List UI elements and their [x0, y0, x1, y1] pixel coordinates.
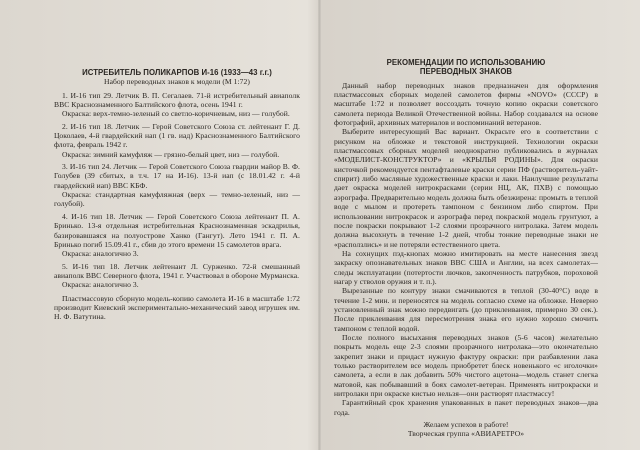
- wish-line: Желаем успехов в работе!: [423, 420, 509, 430]
- left-column: [54, 68, 300, 322]
- manufacturer-note: Пластмассовую сборную модель-копию самолета И-16 в масштабе 1:72 производит Киевский экспериментально-механический завод игрушек им. Н. Ф. Ватутина.: [54, 293, 300, 322]
- variant-1-paint: Окраска: верх-темно-зеленый со светло-коричневым, низ — голубой.: [62, 109, 290, 119]
- right-title-line1: РЕКОМЕНДАЦИИ ПО ИСПОЛЬЗОВАНИЮ: [386, 58, 546, 67]
- variant-4: 4. И-16 тип 18. Летчик — Герой Советского Союза лейтенант П. А. Бринько. 13-я отдельная истребительная Краснознаменная эскадрилья, базировавшаяся на полуострове Ханко (Гангут). Лето 1941 г. П. А. Бринько погиб 15.09.41 г., сбив до этого времени 15 самолетов врага.: [54, 211, 300, 249]
- page-fold: [318, 0, 321, 450]
- variant-3: 3. И-16 тип 24. Летчик — Герой Советского Союза гвардии майор В. Ф. Голубев (39 сбитых, в т.ч. 17 на И-16). 13-й иап (с 18.01.42 г. 4-й гвардейский иап) ВВС КБФ.: [54, 162, 300, 190]
- left-title: ИСТРЕБИТЕЛЬ ПОЛИКАРПОВ И-16 (1933—43 г.г.): [82, 68, 272, 77]
- variant-5: 5. И-16 тип 18. Летчик лейтенант Л. Сурженко. 72-й смешанный авиаполк ВВС Северного флота, 1941 г. Участвовал в обороне Мурманска.: [54, 261, 300, 280]
- painting-paragraph: Выберите интересующий Вас вариант. Окрасьте его в соответствии с рисунком на обложке и текстовой инструкцией. Технологии окраски пластмассовых сборных моделей неоднократно публиковались в журналах «МОДЕЛИСТ-КОНСТРУКТОР» и «КРЫЛЬЯ РОДИНЫ». Для окраски кисточкой рекомендуется пентафталевые краски серии ПФ (растворитель-уайт-спирит) либо масляные художественные краски и лаки. Наилучшие результаты дает окраска моделей нитрокрасками (серии НЦ, АК, ПХВ) с помощью аэрографа. Предварительно модель должна быть обезжирена: промыть в теплой воде с мылом и протереть тампоном с бензином либо спиртом. При использовании нитрокрасок и аэрографа перед покраской модель грунтуют, а после покраски покрывают 1-2 слоями прозрачного нитролака. Затем модель должна высохнуть в течение 1-2 дней, чтобы тонкие переводные знаки не «расползлись» и не потеряли естественного цвета.: [334, 127, 598, 249]
- variant-4-paint: Окраска: аналогично 3.: [62, 249, 139, 259]
- right-title-line2: ПЕРЕВОДНЫХ ЗНАКОВ: [419, 67, 513, 77]
- variant-2: 2. И-16 тип 18. Летчик — Герой Советского Союза ст. лейтенант Г. Д. Цоколаев, 4-й гвардейский нап (1 гв. иад) Краснознаменного Балтийского флота, февраль 1942 г.: [54, 121, 300, 150]
- intro-paragraph: Данный набор переводных знаков предназначен для оформления пластмассовых сборных моделей самолетов фирмы «NOVO» (СССР) в масштабе 1:72 и позволяет воссоздать точную копию окраски советского самолета периода Великой Отечественной войны. Набор создавался на основе фотографий, архивных материалов и воспоминаний ветеранов.: [334, 80, 598, 128]
- decal-application-paragraph: Вырезанные по контуру знаки смачиваются в теплой (30-40°С) воде в течение 1-2 мин. и переносятся на модель согласно схеме на обложке. Неверно установленный знак можно передвигать (до приклеивания, примерно 30 сек.). После приклеивания для пересмотрения знака его нужно хорошо смочить тампоном с теплой водой.: [334, 286, 598, 333]
- variant-1: 1. И-16 тип 29. Летчик В. П. Сегалаев. 71-й истребительный авиаполк ВВС Краснознаменного Балтийского флота, осень 1941 г.: [54, 90, 300, 110]
- variant-5-paint: Окраска: аналогично 3.: [62, 280, 139, 290]
- signature-line: Творческая группа «АВИАРЕТРО»: [407, 429, 525, 439]
- weathering-paragraph: На сохнущих пэд-кнопах можно имитировать на месте нанесения звезд закраску опознавательных знаков ВВС США и Англии, на всех самолетах—следы эксплуатации (потертости лючков, закопченность патрубков, пороховой нагар у стволов оружия и т. п.).: [334, 248, 598, 286]
- left-subtitle: Набор переводных знаков к модели (М 1:72): [104, 77, 250, 87]
- right-column: [334, 58, 598, 439]
- variant-3-paint: Окраска: стандартная камуфляжная (верх — темно-зеленый, низ — голубой).: [54, 190, 300, 209]
- shelf-life-paragraph: Гарантийный срок хранения упакованных в пакет переводных знаков—два года.: [334, 398, 598, 417]
- variant-2-paint: Окраска: зимний камуфляж — грязно-белый цвет, низ — голубой.: [62, 149, 280, 159]
- varnish-paragraph: После полного высыхания переводных знаков (5-6 часов) желательно покрыть модель еще 2-3 слоями прозрачного нитролака—это окончательно закрепит знаки и придаст нужную фактуру окраски: при разбавлении лака только растворителем все модель приобретет блеск новенького «с иголочки» самолета, а если в лак добавить 50% чистого ацетона—модель станет слегка матовой, как побывавший в боях самолет-ветеран. Применять нитрокраски и нитролаки при окраске кистью нельзя—они растворят пластмассу!: [334, 332, 598, 399]
